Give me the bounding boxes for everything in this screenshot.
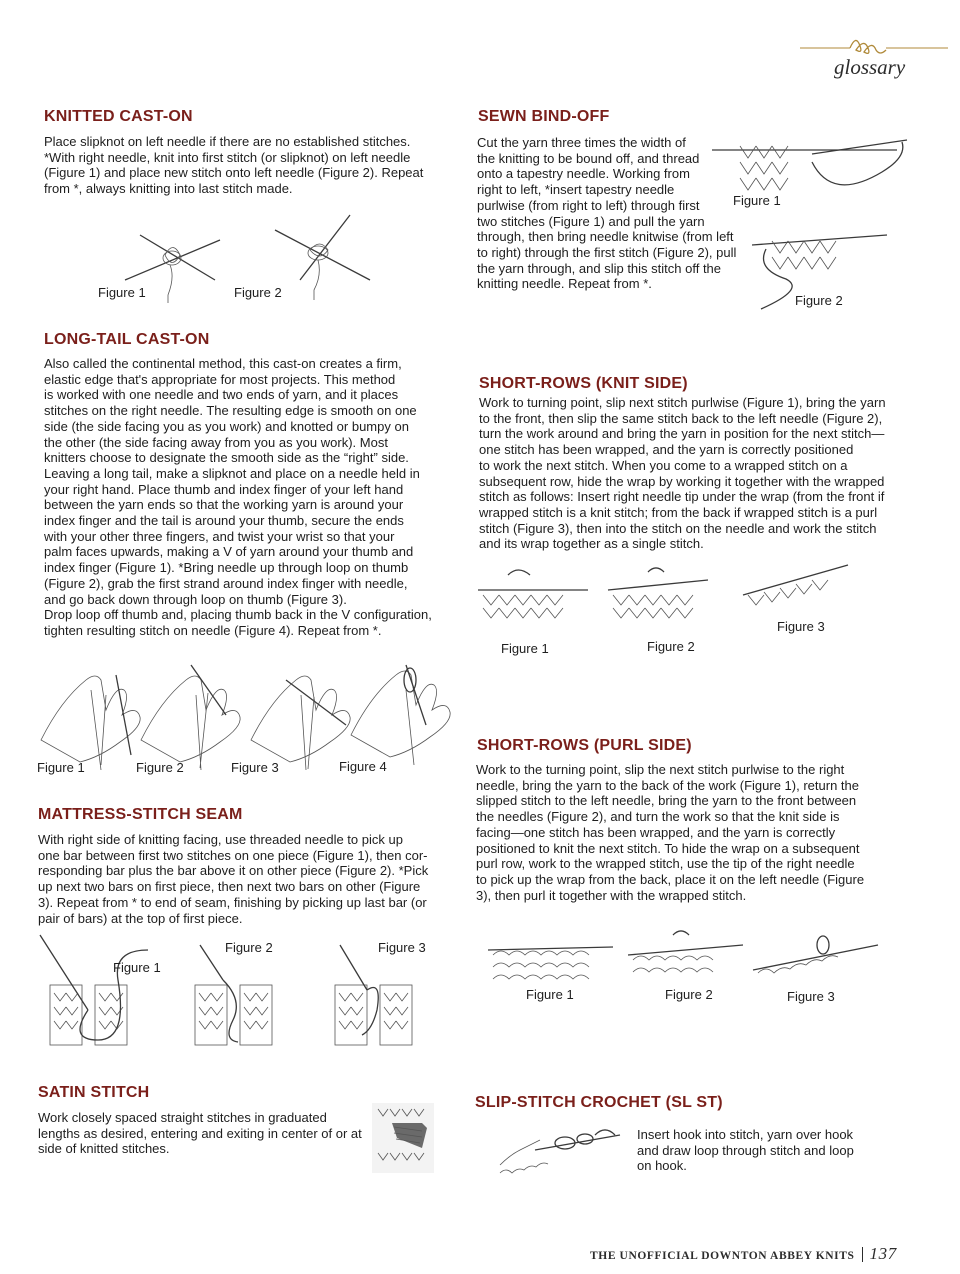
long-tail-cast-on-text: Also called the continental method, this cast-on creates a firm, elastic edge that's appropriate for most projects. This method is worked with one needle and two ends of yarn, and it places stitches on the right needle. The resulting edge is smooth on one side (the side facing you as you work) and knotted or bumpy on the other (the side facing away from you as you work). Most knitters choose to designate the smooth side as the “right” side. Leaving a long tail, make a slipknot and place on a needle held in your right hand. Place thumb and index finger of your left hand between the yarn ends so that the working yarn is around your index finger and the tail is around your thumb, secure the ends with your other three fingers, and twist your wrist so that your palm faces upwards, making a V of yarn around your thumb and index finger (Figure 1). *Bring needle up through loop on thumb (Figure 2), grab the first strand around index finger with needle, and go back down through loop on thumb (Figure 3). Drop loop off thumb and, placing thumb back in the V configuration, tighten resulting stitch on needle (Figure 4). Repeat from *. [44, 356, 432, 638]
knitted-cast-on-text: Place slipknot on left needle if there are no established stitches. *With right needle, knit into first stitch (or slipknot) on left needle (Figure 1) and place new stitch onto left needle (Figure 2). Repeat from *, always knitting into last stitch made. [44, 134, 424, 197]
short-rows-purl-fig1-caption: Figure 1 [526, 987, 574, 1002]
short-rows-knit-fig-1 [478, 570, 588, 618]
book-title: THE UNOFFICIAL DOWNTON ABBEY KNITS [590, 1250, 855, 1262]
short-rows-purl-fig-2 [628, 931, 743, 972]
sewn-bind-off-fig1-caption: Figure 1 [733, 193, 781, 208]
satin-stitch-title: SATIN STITCH [38, 1084, 150, 1101]
short-rows-knit-title: SHORT-ROWS (KNIT SIDE) [479, 375, 688, 392]
long-tail-fig4-caption: Figure 4 [339, 759, 387, 774]
short-rows-purl-fig3-caption: Figure 3 [787, 989, 835, 1004]
short-rows-purl-fig-1 [488, 947, 613, 979]
short-rows-knit-fig3-caption: Figure 3 [777, 619, 825, 634]
sewn-bind-off-title: SEWN BIND-OFF [478, 108, 610, 125]
long-tail-fig2-caption: Figure 2 [136, 760, 184, 775]
slip-stitch-crochet-figure [495, 1115, 625, 1180]
short-rows-purl-fig-3 [753, 936, 878, 973]
slip-stitch-crochet-text: Insert hook into stitch, yarn over hook and draw loop through stitch and loop on hook. [637, 1127, 854, 1174]
sewn-bind-off-fig-1 [712, 140, 907, 190]
mattress-fig2-caption: Figure 2 [225, 940, 273, 955]
knitted-cast-on-figure-2 [270, 210, 375, 305]
page-number: 137 [869, 1244, 897, 1263]
short-rows-knit-fig2-caption: Figure 2 [647, 639, 695, 654]
satin-stitch-figure [372, 1103, 434, 1173]
short-rows-knit-fig1-caption: Figure 1 [501, 641, 549, 656]
glossary-ornament [800, 28, 948, 58]
satin-stitch-text: Work closely spaced straight stitches in graduated lengths as desired, entering and exiting in center of or at side of knitted stitches. [38, 1110, 362, 1157]
mattress-fig-2 [195, 945, 272, 1045]
short-rows-knit-fig-3 [743, 565, 848, 605]
mattress-fig3-caption: Figure 3 [378, 940, 426, 955]
mattress-stitch-text: With right side of knitting facing, use threaded needle to pick up one bar between first two stitches on one piece (Figure 1), then cor- responding bar plus the bar above it on other piece (Figure 2). *Pick up next two bars on first piece, then next two bars on other (Figure 3). Repeat from * to end of seam, finishing by picking up last bar (or pair of bars) at the top of first piece. [38, 832, 429, 926]
long-tail-hand-2 [141, 665, 240, 770]
mattress-fig-3 [335, 945, 412, 1045]
mattress-fig-1 [40, 935, 148, 1045]
sewn-bind-off-fig2-caption: Figure 2 [795, 293, 843, 308]
long-tail-fig1-caption: Figure 1 [37, 760, 85, 775]
long-tail-hand-1 [41, 675, 140, 770]
knitted-cast-on-title: KNITTED CAST-ON [44, 108, 193, 125]
footer-divider [862, 1247, 863, 1262]
sewn-bind-off-figures [712, 132, 912, 317]
long-tail-hand-3 [251, 676, 350, 770]
short-rows-purl-fig2-caption: Figure 2 [665, 987, 713, 1002]
short-rows-knit-text: Work to turning point, slip next stitch purlwise (Figure 1), bring the yarn to the front, then slip the same stitch back to the left needle (Figure 2), turn the work around and bring the yarn in position for the next stitch— one stitch has been wrapped, and the yarn is correctly positioned to work the next stitch. When you come to a wrapped stitch on a subsequent row, hide the wrap by working it together with the wrapped stitch as follows: Insert right needle tip under the wrap (from the front if wrapped stitch is a knit stitch; from the back if wrapped stitch is a purl stitch (Figure 3), then into the stitch on the needle and work the stitch and its wrap together as a single stitch. [479, 395, 886, 552]
mattress-fig1-caption: Figure 1 [113, 960, 161, 975]
knitted-cast-on-fig1-caption: Figure 1 [98, 285, 146, 300]
short-rows-knit-fig-2 [608, 568, 708, 618]
sewn-bind-off-text: Cut the yarn three times the width of the knitting to be bound off, and thread onto a tapestry needle. Working from right to left, *insert tapestry needle purlwise (from right to left) through first two stitches (Figure 1) and pull the yarn through, then bring needle knitwise (from left to right) through the first stitch (Figure 2), pull the yarn through, and slip this stitch off the knitting needle. Repeat from *. [477, 135, 737, 292]
page-footer [590, 1244, 897, 1264]
long-tail-cast-on-figures [36, 655, 456, 775]
slip-stitch-crochet-title: SLIP-STITCH CROCHET (SL ST) [475, 1094, 723, 1111]
knitted-cast-on-fig2-caption: Figure 2 [234, 285, 282, 300]
short-rows-purl-text: Work to the turning point, slip the next stitch purlwise to the right needle, bring the yarn to the back of the work (Figure 1), return the slipped stitch to the left needle, bring the yarn to the front between the needles (Figure 2), and turn the work so that the knit side is facing—one stitch has been wrapped, and the yarn is correctly positioned to knit the next stitch. To hide the wrap on a subsequent purl row, work to the wrapped stitch, use the tip of the right needle to pick up the wrap from the back, place it on the left needle (Figure 3), then purl it together with the wrapped stitch. [476, 762, 865, 903]
long-tail-hand-4 [351, 665, 450, 765]
mattress-stitch-title: MATTRESS-STITCH SEAM [38, 806, 243, 823]
short-rows-purl-title: SHORT-ROWS (PURL SIDE) [477, 737, 692, 754]
long-tail-cast-on-title: LONG-TAIL CAST-ON [44, 331, 210, 348]
long-tail-fig3-caption: Figure 3 [231, 760, 279, 775]
section-label: glossary [834, 55, 906, 79]
